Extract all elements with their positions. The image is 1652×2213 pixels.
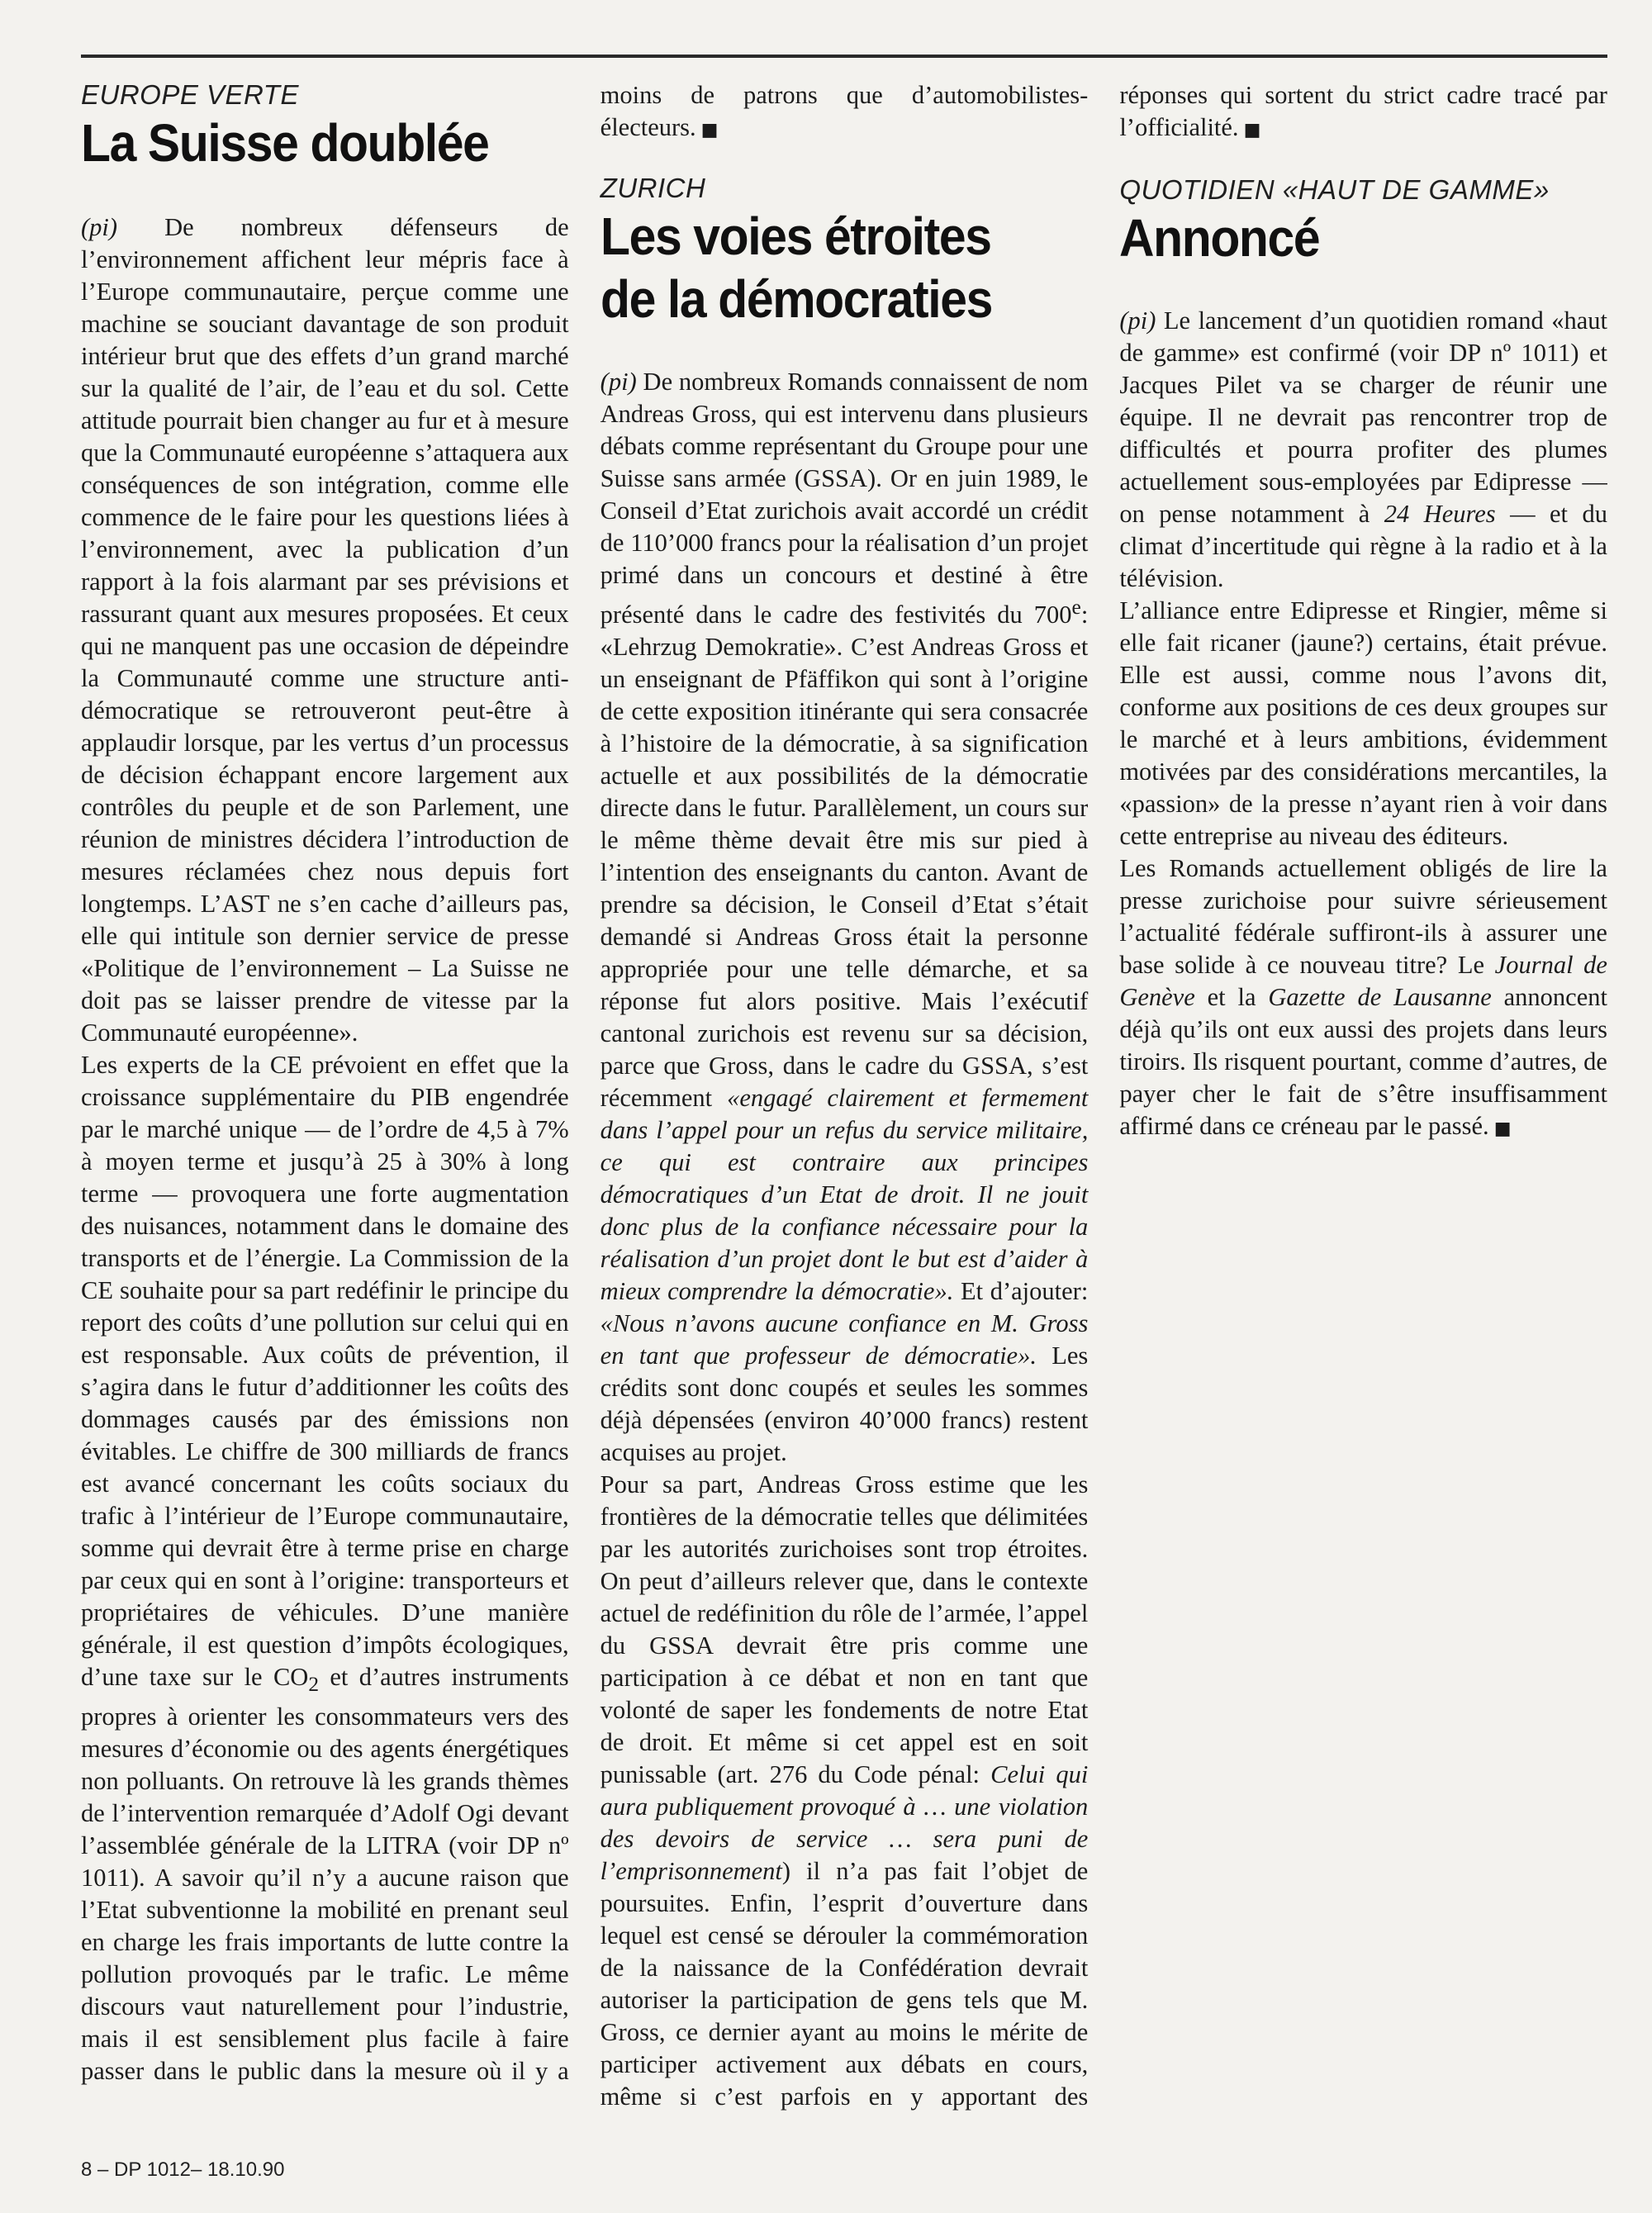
end-mark: ■ — [1493, 1118, 1512, 1139]
paragraph: (pi) De nombreux Romands connaissent de nom Andreas Gross, qui est intervenu dans plusieurs débats comme représentant du Groupe pour une Suisse sans armée (GSSA). Or en juin 1989, le Conseil d’Etat zurichois avait accordé un crédit de 110’000 francs pour la réalisation d’un projet primé dans un concours et destiné à être présenté dans le cadre des festivités du 700e: «Lehrzug Demokratie». C’est Andreas Gross et un enseignant de Pfäffikon qui sont à l’origine de cette exposition itinérante qui sera consacrée à l’histoire de la démocratie, à sa signification actuelle et aux possibilités de la démocratie directe dans le futur. Parallèlement, un cours sur le même thème devait être mis sur pied à l’intention des enseignants du canton. Avant de prendre sa décision, le Conseil d’Etat s’était demandé si Andreas Gross était la personne appropriée pour une telle démarche, et sa réponse fut alors positive. Mais l’exécutif cantonal zurichois est revenu sur sa décision, parce que Gross, dans le cadre du GSSA, s’est récemment «engagé clairement et fermement dans l’appel pour un refus du service militaire, ce qui est contraire aux principes démocratiques d’un Etat de droit. Il ne jouit donc plus de la confiance nécessaire pour la réalisation d’un projet dont le but est d’aider à mieux comprendre la démocratie». Et d’ajouter: «Nous n’avons aucune confiance en M. Gross en tant que professeur de démocratie». Les crédits sont donc coupés et seules les sommes déjà dépensées (environ 40’000 francs) restent acquises au projet. — [600, 368, 1089, 1467]
paragraph: Pour sa part, Andreas Gross estime que les frontières de la démocratie telles que délimitées par les autorités zurichoises sont trop étroites. On peut d’ailleurs relever que, dans le contexte actuel de redéfinition du rôle de l’armée, l’appel du GSSA devrait être pris comme une participation à ce débat et non en tant que volonté de saper les fondements de notre Etat de droit. Et même si cet appel est en soit punissable (art. 276 du Code pénal: Celui qui aura publiquement provoqué à … une violation des devoirs de service … sera puni de l’emprisonnement) il n’a pas fait l’objet de poursuites. Enfin, l’esprit d’ouverture dans lequel est censé se dérouler la commémoration de la naissance de la Confédération devrait autoriser la participation de gens tels que M. Gross, ce dernier ayant au moins le mérite de participer activement aux débats en cours, même si c’est parfois en y apportant des réponses qui sortent du strict cadre tracé par l’officialité. ■ — [600, 81, 1607, 2111]
article-body — [1119, 305, 1607, 1145]
end-mark: ■ — [700, 120, 719, 140]
article-headline: La Suisse doublée — [81, 113, 489, 173]
paragraph: (pi) De nombreux défenseurs de l’environnement affichent leur mépris face à l’Europe communautaire, perçue comme une machine se souciant davantage de son produit intérieur brut que des effets d’un grand marché sur la qualité de l’air, de l’eau et du sol. Cette attitude pourrait bien changer au fur et à mesure que la Communauté européenne s’attaquera aux conséquences de son intégration, comme elle commence de le faire pour les questions liées à l’environnement, avec la publication d’un rapport à la fois alarmant par ses prévisions et rassurant quant aux mesures proposées. Et ceux qui ne manquent pas une occasion de dépeindre la Communauté comme une structure anti-démocratique se retrouveront peut-être à applaudir lorsque, par les vertus d’un processus de décision échappant encore largement aux contrôles du peuple et de son Parlement, une réunion de ministres décidera l’introduction de mesures réclamées chez nous depuis fort longtemps. L’AST ne s’en cache d’ailleurs pas, elle qui intitule son dernier service de presse «Politique de l’environnement – La Suisse ne doit pas se laisser prendre de vitesse par la Communauté européenne». — [81, 213, 569, 1047]
byline: (pi) — [600, 368, 637, 396]
article-quotidien — [1119, 174, 1607, 1145]
top-rule — [81, 55, 1607, 58]
byline: (pi) — [81, 213, 118, 241]
section-kicker: ZURICH — [600, 173, 706, 203]
page-folio: 8 – DP 1012– 18.10.90 — [81, 2158, 285, 2181]
section-kicker: QUOTIDIEN «HAUT DE GAMME» — [1119, 174, 1550, 205]
paragraph: L’alliance entre Edipresse et Ringier, même si elle fait ricaner (jaune?) certains, était prévue. Elle est aussi, comme nous l’avons dit, conforme aux positions de ces deux groupes sur le marché et à leurs ambitions, évidemment motivées par des considérations mercantiles, la «passion» de la presse n’ayant rien à voir dans cette entreprise au niveau des éditeurs. — [1119, 596, 1607, 850]
end-mark: ■ — [1243, 120, 1261, 140]
paragraph: Les Romands actuellement obligés de lire la presse zurichoise pour suivre sérieusement l’actualité fédérale suffiront-ils à assurer une base solide à ce nouveau titre? Le Journal de Genève et la Gazette de Lausanne annoncent déjà qu’ils ont eux aussi des projets dans leurs tiroirs. Ils risquent pourtant, comme d’autres, de payer cher le fait de s’être insuffisamment affirmé dans ce créneau par le passé. ■ — [1119, 854, 1607, 1140]
quote: «Nous n’avons aucune confiance en M. Gross en tant que professeur de démocratie». — [600, 1309, 1089, 1370]
article-headline-line-1: Les voies étroites — [600, 207, 991, 266]
paragraph: (pi) Le lancement d’un quotidien romand «haut de gamme» est confirmé (voir DP nº 1011) et Jacques Pilet va se charger de réunir une équipe. Il ne devrait pas rencontrer trop de difficultés et pourra profiter des plumes actuellement sous-employées par Edipresse — on pense notamment à 24 Heures — et du climat d’incertitude qui règne à la radio et à la télévision. — [1119, 306, 1607, 592]
section-kicker: EUROPE VERTE — [81, 79, 299, 110]
quote: Celui qui aura publiquement provoqué à … une violation des devoirs de service … sera puni de l’emprisonnement — [600, 1760, 1089, 1886]
quote: «engagé clairement et fermement dans l’appel pour un refus du service militaire, ce qui est contraire aux principes démocratiques d’un Etat de droit. Il ne jouit donc plus de la confiance nécessaire pour la réalisation d’un projet dont le but est d’aider à mieux comprendre la démocratie». — [600, 1084, 1089, 1306]
article-headline: Annoncé — [1119, 208, 1320, 268]
paragraph: Les experts de la CE prévoient en effet que la croissance supplémentaire du PIB engendrée par le marché unique — de l’ordre de 4,5 à 7% à moyen terme et jusqu’à 25 à 30% à long terme — provoquera une forte augmentation des nuisances, notamment dans le domaine des transports et de l’énergie. La Commission de la CE souhaite pour sa part redéfinir le principe du report des coûts d’une pollution sur celui qui en est responsable. Aux coûts de prévention, il s’agira dans le futur d’additionner les coûts des dommages causés par des émissions non évitables. Le chiffre de 300 milliards de francs est avancé concernant les coûts sociaux du trafic à l’intérieur de l’Europe communautaire, somme qui devrait être à terme prise en charge par ceux qui en sont à l’origine: transporteurs et propriétaires de véhicules. D’une manière générale, il est question d’impôts écologiques, d’une taxe sur le $CO_2$ et d’autres instruments propres à orienter les consommateurs vers des mesures d’économie ou des agents énergétiques non polluants. On retrouve là les grands thèmes de l’intervention remarquée d’Adolf Ogi devant l’assemblée générale de la LITRA (voir DP nº 1011). A savoir qu’il n’y a aucune raison que l’Etat subventionne la mobilité en prenant seul en charge les frais importants de lutte contre la pollution provoqués par le trafic. Le même discours vaut naturellement pour l’industrie, mais il est sensiblement plus facile à faire passer dans le public dans la mesure où il y a moins de patrons que d’automobilistes-électeurs. ■ — [81, 81, 1089, 2086]
byline: (pi) — [1119, 306, 1156, 335]
article-headline-line-2: de la démocraties — [600, 269, 992, 329]
column-1 — [81, 79, 1607, 2136]
